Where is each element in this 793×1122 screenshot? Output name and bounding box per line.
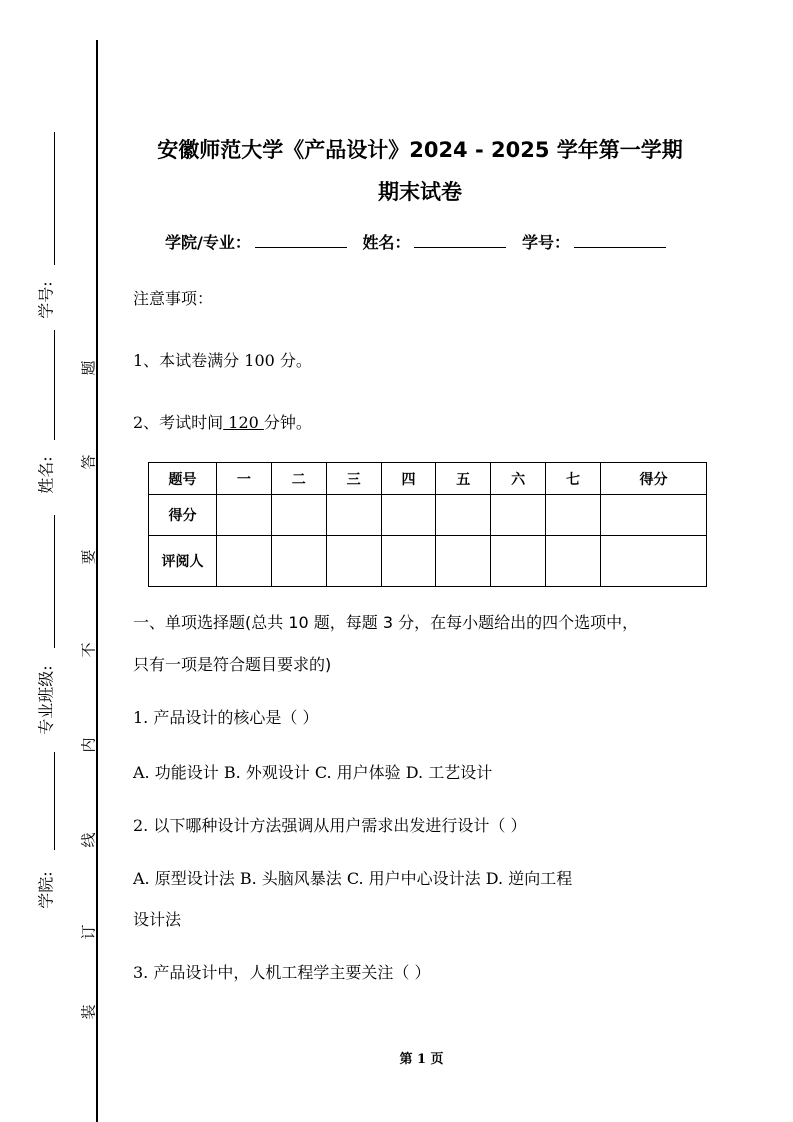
page-number: 第 1 页 xyxy=(399,1052,444,1067)
score-cell[interactable] xyxy=(600,495,706,536)
notice-heading: 注意事项： xyxy=(133,289,214,308)
grader-cell[interactable] xyxy=(600,536,706,587)
binding-line xyxy=(96,40,98,1122)
header-cell: 七 xyxy=(546,463,601,495)
field-line xyxy=(54,752,55,850)
header-cell: 一 xyxy=(217,463,272,495)
margin-char: 线 xyxy=(79,832,98,848)
college-field: 学院: xyxy=(36,871,56,909)
name-blank[interactable] xyxy=(414,234,506,248)
table-row xyxy=(149,536,707,587)
question-options: 设计法 xyxy=(133,910,182,929)
header-cell: 二 xyxy=(271,463,326,495)
grader-cell[interactable] xyxy=(381,536,436,587)
student-id-field: 学号: xyxy=(36,281,56,319)
exam-title: 安徽师范大学《产品设计》2024 - 2025 学年第一学期 xyxy=(157,138,683,162)
score-cell[interactable] xyxy=(271,495,326,536)
margin-char: 不 xyxy=(79,642,98,658)
row-label: 得分 xyxy=(149,495,217,536)
grader-cell[interactable] xyxy=(491,536,546,587)
question-options: A. 原型设计法 B. 头脑风暴法 C. 用户中心设计法 D. 逆向工程 xyxy=(133,869,573,888)
score-cell[interactable] xyxy=(381,495,436,536)
notice-item: 1、本试卷满分 100 分。 xyxy=(133,351,312,370)
score-cell[interactable] xyxy=(217,495,272,536)
header-cell: 六 xyxy=(491,463,546,495)
margin-char: 要 xyxy=(79,549,98,565)
score-table xyxy=(148,462,707,587)
section-heading: 一、单项选择题(总共 10 题，每题 3 分，在每小题给出的四个选项中， xyxy=(133,613,639,632)
notice-text: 分钟。 xyxy=(263,413,312,432)
question-options: A. 功能设计 B. 外观设计 C. 用户体验 D. 工艺设计 xyxy=(133,763,493,782)
college-blank[interactable] xyxy=(255,234,347,248)
name-label: 姓名： xyxy=(362,233,411,252)
score-cell[interactable] xyxy=(491,495,546,536)
grader-cell[interactable] xyxy=(326,536,381,587)
field-line xyxy=(54,330,55,440)
id-label: 学号： xyxy=(522,233,571,252)
margin-char: 装 xyxy=(79,1004,98,1020)
name-field: 姓名: xyxy=(36,456,56,494)
grader-cell[interactable] xyxy=(546,536,601,587)
header-cell: 题号 xyxy=(149,463,217,495)
table-row xyxy=(149,495,707,536)
row-label: 评阅人 xyxy=(149,536,217,587)
question-stem: 2. 以下哪种设计方法强调从用户需求出发进行设计（ ） xyxy=(133,816,527,835)
margin-char: 内 xyxy=(79,737,98,753)
notice-item xyxy=(133,410,312,433)
notice-text: 2、考试时间 xyxy=(133,413,224,432)
grader-cell[interactable] xyxy=(436,536,491,587)
header-cell: 得分 xyxy=(600,463,706,495)
exam-subtitle: 期末试卷 xyxy=(378,180,462,204)
score-cell[interactable] xyxy=(436,495,491,536)
id-blank[interactable] xyxy=(574,234,666,248)
exam-duration: 120 xyxy=(223,413,264,432)
question-stem: 1. 产品设计的核心是（ ） xyxy=(133,708,319,727)
field-line xyxy=(54,515,55,648)
section-heading: 只有一项是符合题目要求的) xyxy=(133,655,332,674)
college-label: 学院/专业： xyxy=(165,233,251,252)
field-line xyxy=(54,132,55,265)
margin-char: 题 xyxy=(79,360,98,376)
margin-char: 订 xyxy=(79,924,98,940)
table-header-row xyxy=(149,463,707,495)
header-cell: 五 xyxy=(436,463,491,495)
class-field: 专业班级: xyxy=(36,665,56,735)
header-cell: 三 xyxy=(326,463,381,495)
score-cell[interactable] xyxy=(546,495,601,536)
header-cell: 四 xyxy=(381,463,436,495)
grader-cell[interactable] xyxy=(271,536,326,587)
student-info xyxy=(165,230,676,253)
grader-cell[interactable] xyxy=(217,536,272,587)
score-cell[interactable] xyxy=(326,495,381,536)
margin-char: 答 xyxy=(79,454,98,470)
question-stem: 3. 产品设计中，人机工程学主要关注（ ） xyxy=(133,963,431,982)
